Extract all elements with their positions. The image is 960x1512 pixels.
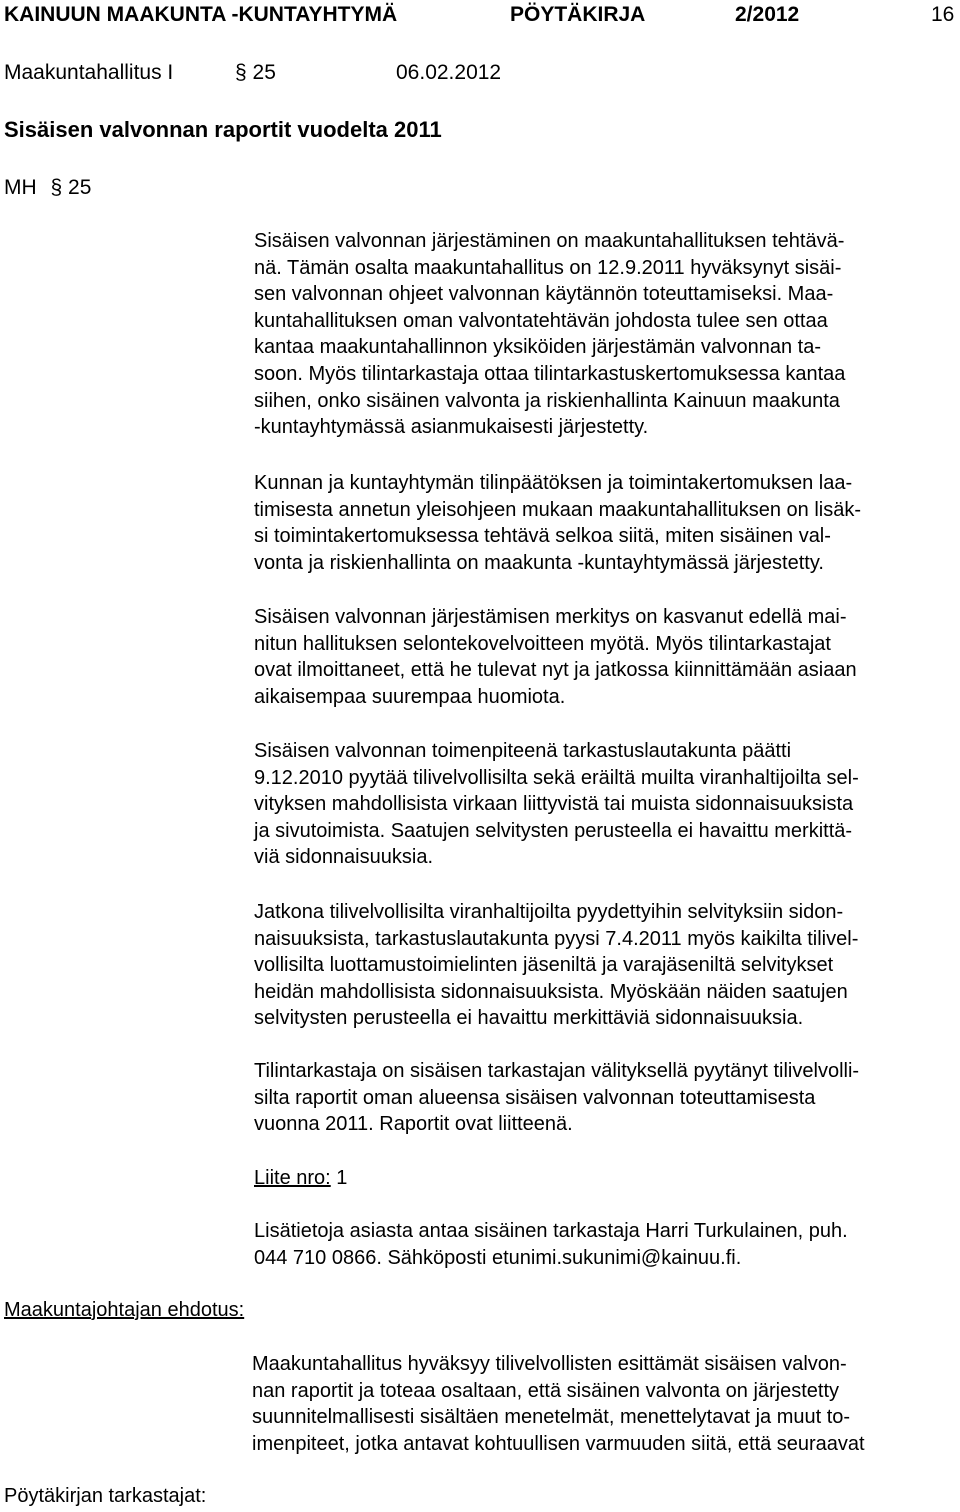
paragraph-line: soon. Myös tilintarkastaja ottaa tilintarkastuskertomuksessa kantaa bbox=[254, 362, 846, 385]
paragraph-line: Sisäisen valvonnan järjestämisen merkitys on kasvanut edellä mai- bbox=[254, 606, 847, 628]
paragraph-line: vonta ja riskienhallinta on maakunta -kuntayhtymässä järjestetty. bbox=[254, 551, 824, 574]
meeting-body: Maakuntahallitus I bbox=[4, 61, 174, 84]
paragraph-line: -kuntayhtymässä asianmukaisesti järjestetty. bbox=[254, 416, 649, 439]
paragraph-line: siihen, onko sisäinen valvonta ja riskienhallinta Kainuun maakunta bbox=[254, 389, 840, 412]
document-type: PÖYTÄKIRJA bbox=[510, 3, 646, 26]
section-symbol: § bbox=[50, 176, 63, 199]
attachment-number: 1 bbox=[336, 1167, 348, 1189]
paragraph-6 bbox=[254, 1058, 956, 1138]
paragraph-line: Jatkona tilivelvollisilta viranhaltijoilta pyydettyihin selvityksiin sidon- bbox=[254, 901, 844, 923]
paragraph-4 bbox=[254, 738, 956, 871]
attachment-label: Liite nro: bbox=[254, 1167, 331, 1189]
paragraph-line: selvitysten perusteella ei havaittu merkittäviä sidonnaisuuksia. bbox=[254, 1007, 804, 1030]
contact-line: Lisätietoja asiasta antaa sisäinen tarkastaja Harri Turkulainen, puh. bbox=[254, 1220, 848, 1242]
paragraph-line: viä sidonnaisuuksia. bbox=[254, 846, 433, 869]
paragraph-2 bbox=[254, 470, 956, 576]
proposal-line: Maakuntahallitus hyväksyy tilivelvollisten esittämät sisäisen valvon- bbox=[252, 1353, 847, 1375]
proposal-line: nan raportit ja toteaa osaltaan, että sisäinen valvonta on järjestetty bbox=[252, 1379, 840, 1402]
paragraph-line: Tilintarkastaja on sisäisen tarkastajan välityksellä pyytänyt tilivelvolli- bbox=[254, 1060, 860, 1082]
minutes-checkers-label: Pöytäkirjan tarkastajat: bbox=[4, 1485, 207, 1507]
proposal-label: Maakuntajohtajan ehdotus: bbox=[4, 1299, 245, 1321]
proposal-line: imenpiteet, jotka antavat kohtuullisen varmuuden siitä, että seuraavat bbox=[252, 1433, 865, 1456]
paragraph-line: sen valvonnan ohjeet valvonnan käytännön toteuttamiseksi. Maa- bbox=[254, 283, 834, 306]
paragraph-line: Sisäisen valvonnan toimenpiteenä tarkastuslautakunta päätti bbox=[254, 740, 792, 762]
contact-line: 044 710 0866. Sähköposti etunimi.sukunimi@kainuu.fi. bbox=[254, 1246, 742, 1269]
document-number: 2/2012 bbox=[735, 3, 800, 26]
paragraph-line: Sisäisen valvonnan järjestäminen on maakuntahallituksen tehtävä- bbox=[254, 230, 845, 252]
page-title: Sisäisen valvonnan raportit vuodelta 2011 bbox=[4, 117, 442, 142]
paragraph-line: Kunnan ja kuntayhtymän tilinpäätöksen ja toimintakertomuksen laa- bbox=[254, 472, 853, 494]
paragraph-line: vityksen mahdollisista virkaan liittyvistä tai muista sidonnaisuuksista bbox=[254, 793, 854, 816]
paragraph-line: ja sivutoimista. Saatujen selvitysten perusteella ei havaittu merkittä- bbox=[254, 819, 853, 842]
section-number: 25 bbox=[68, 176, 92, 199]
page-number: 16 bbox=[931, 3, 955, 26]
paragraph-line: ovat ilmoittaneet, että he tulevat nyt ja jatkossa kiinnittämään asiaan bbox=[254, 659, 857, 682]
paragraph-line: kuntahallituksen oman valvontatehtävän johdosta tulee sen ottaa bbox=[254, 309, 828, 332]
contact-info bbox=[254, 1218, 956, 1271]
paragraph-line: naisuuksista, tarkastuslautakunta pyysi 7.4.2011 myös kaikilta tilivel- bbox=[254, 927, 859, 950]
paragraph-line: vuonna 2011. Raportit ovat liitteenä. bbox=[254, 1113, 573, 1136]
meeting-date: 06.02.2012 bbox=[396, 61, 502, 84]
paragraph-1 bbox=[254, 228, 956, 441]
paragraph-line: silta raportit oman alueensa sisäisen valvonnan toteuttamisesta bbox=[254, 1086, 816, 1109]
organization-name: KAINUUN MAAKUNTA -KUNTAYHTYMÄ bbox=[4, 3, 398, 26]
proposal-text bbox=[252, 1351, 958, 1458]
paragraph-5 bbox=[254, 899, 956, 1032]
proposal-line: suunnitelmallisesti sisältäen menetelmät, menettelytavat ja muut to- bbox=[252, 1406, 851, 1429]
section-mark-header bbox=[235, 61, 276, 85]
section-number-header: 25 bbox=[252, 61, 276, 84]
section-symbol: § bbox=[235, 61, 247, 84]
paragraph-line: nä. Tämän osalta maakuntahallitus on 12.9.2011 hyväksynyt sisäi- bbox=[254, 256, 842, 279]
paragraph-3 bbox=[254, 604, 956, 710]
paragraph-line: vollisilta luottamustoimielinten jäseniltä ja varajäseniltä selvitykset bbox=[254, 954, 834, 977]
section-label bbox=[4, 176, 91, 200]
paragraph-line: kantaa maakuntahallinnon yksiköiden järjestämän valvonnan ta- bbox=[254, 336, 822, 359]
paragraph-line: heidän mahdollisista sidonnaisuuksista. Myöskään näiden saatujen bbox=[254, 980, 848, 1003]
paragraph-line: nitun hallituksen selontekovelvoitteen myötä. Myös tilintarkastajat bbox=[254, 632, 831, 655]
paragraph-line: 9.12.2010 pyytää tilivelvollisilta sekä eräiltä muilta viranhaltijoilta sel- bbox=[254, 766, 859, 789]
section-prefix: MH bbox=[4, 176, 37, 199]
paragraph-line: timisesta annetun yleisohjeen mukaan maakuntahallituksen on lisäk- bbox=[254, 498, 862, 521]
attachment-reference bbox=[254, 1166, 347, 1190]
paragraph-line: aikaisempaa suurempaa huomiota. bbox=[254, 685, 566, 708]
paragraph-line: si toimintakertomuksessa tehtävä selkoa siitä, miten sisäinen val- bbox=[254, 525, 831, 548]
